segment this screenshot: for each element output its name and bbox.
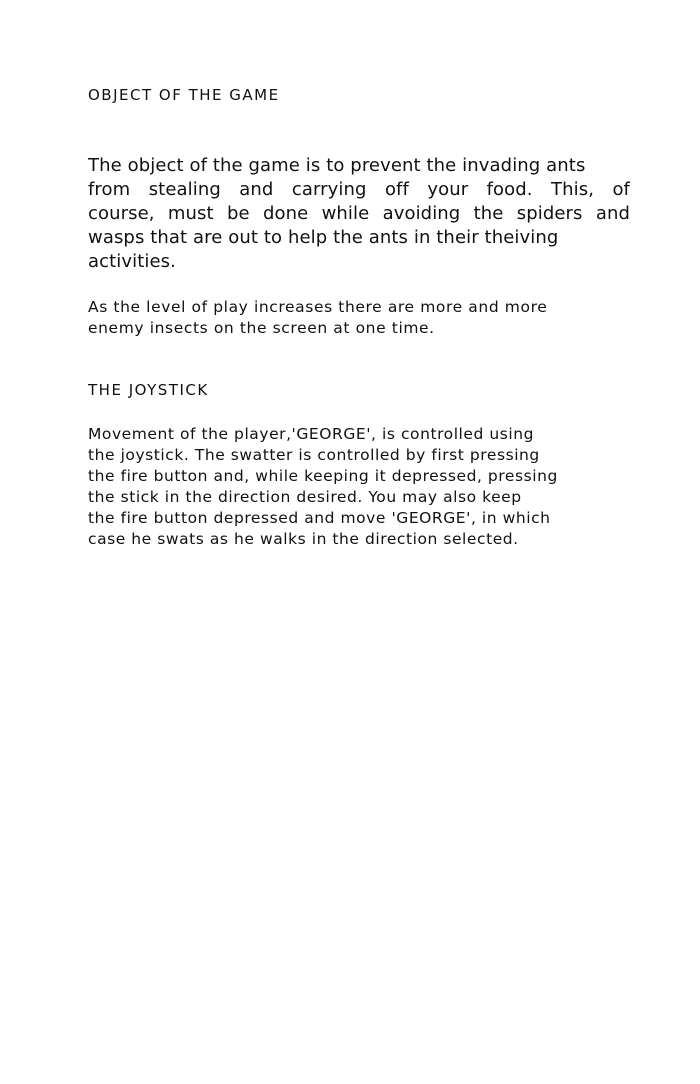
paragraph-line: the joystick. The swatter is controlled by first pressing — [88, 446, 540, 464]
heading-the-joystick: THE JOYSTICK — [88, 381, 209, 399]
paragraph-line: The object of the game is to prevent the invading ants — [88, 155, 586, 176]
paragraph-line: case he swats as he walks in the direction selected. — [88, 530, 519, 548]
paragraph-line: from stealing and carrying off your food. This, of — [88, 179, 630, 200]
paragraph-line: As the level of play increases there are more and more — [88, 298, 548, 316]
paragraph-line: wasps that are out to help the ants in their theiving — [88, 227, 559, 248]
paragraph-line: Movement of the player,'GEORGE', is controlled using — [88, 425, 534, 443]
paragraph-line: enemy insects on the screen at one time. — [88, 319, 435, 337]
paragraph-line: course, must be done while avoiding the spiders and — [88, 203, 630, 224]
paragraph-line: activities. — [88, 251, 176, 272]
paragraph-level-of-play — [88, 297, 648, 339]
paragraph-line: the fire button depressed and move 'GEORGE', in which — [88, 509, 551, 527]
paragraph-object — [88, 154, 648, 274]
paragraph-line: the stick in the direction desired. You may also keep — [88, 488, 522, 506]
paragraph-joystick — [88, 424, 648, 550]
paragraph-line: the fire button and, while keeping it depressed, pressing — [88, 467, 558, 485]
heading-object-of-the-game: OBJECT OF THE GAME — [88, 86, 280, 104]
